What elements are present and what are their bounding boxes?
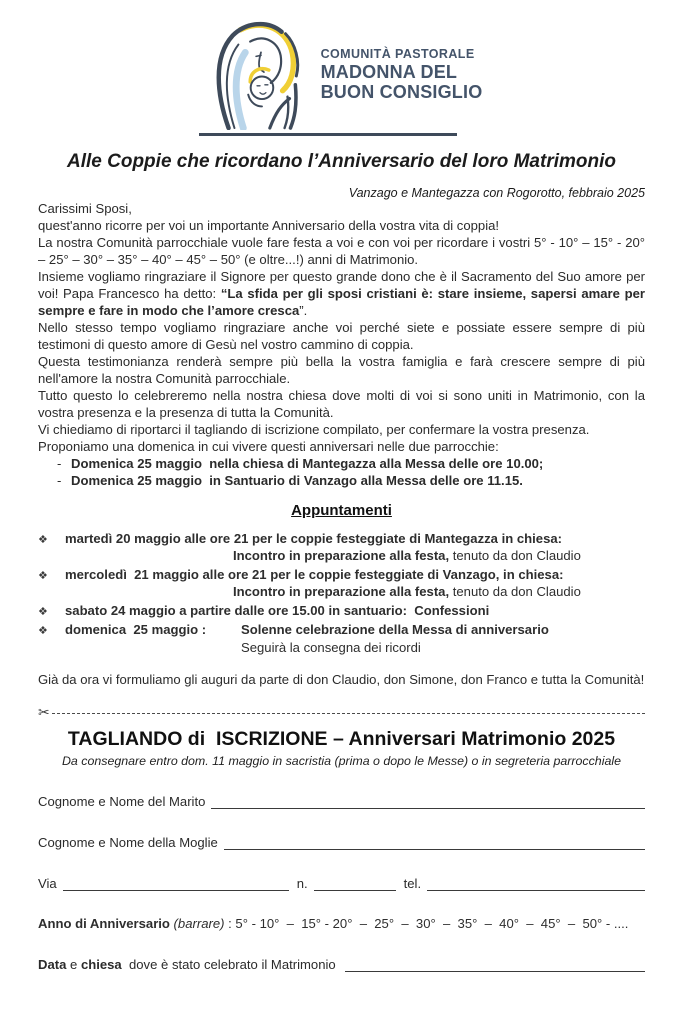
appointments-list [38, 530, 645, 657]
dateline: Vanzago e Mantegazza con Rogorotto, febbraio 2025 [348, 185, 645, 200]
form-row-wife [38, 834, 645, 850]
date-label-rest: dove è stato celebrato il Matrimonio [121, 957, 340, 972]
dash-bullet: - [57, 473, 62, 488]
diamond-bullet-icon: ❖ [38, 624, 48, 637]
salutation: Carissimi Sposi, [38, 200, 132, 216]
appointment-sub: Seguirà la consegna dei ricordi [241, 639, 421, 655]
form-row-address [38, 875, 645, 891]
letter-paragraph: Proponiamo una domenica in cui vivere questi anniversari nelle due parrocchie: [38, 438, 499, 454]
mass-vanzago: Domenica 25 maggio in Santuario di Vanzago alla Messa delle ore 11.15. [71, 473, 523, 488]
appointment-main-row [65, 621, 645, 639]
parish-name [321, 48, 483, 102]
letter-paragraph: Vi chiediamo di riportarci il tagliando di iscrizione compilato, per confermare la vostra presenza. [38, 421, 590, 437]
parish-logo [38, 20, 645, 136]
letter-paragraph: Nello stesso tempo vogliamo ringraziare anche voi perché siete e possiate essere sempre di più testimoni di questo amore di Gesù nel vostro cammino di coppia. [38, 319, 645, 352]
phone-label: tel. [403, 876, 422, 891]
appointment-text [65, 530, 645, 565]
wife-name-label: Cognome e Nome della Moglie [38, 835, 218, 850]
wife-name-blank [224, 834, 645, 850]
appointment-sub-regular: tenuto da don Claudio [449, 584, 581, 599]
date-church-blank [345, 956, 645, 972]
list-item [38, 621, 645, 656]
appointment-sub-bold: Incontro in preparazione alla festa, [233, 584, 450, 599]
letter-paragraph: Questa testimonianza renderà sempre più bella la vostra famiglia e farà crescere sempre di più nell'amore la nostra Comunità parrocchiale. [38, 353, 645, 386]
letter-paragraph [38, 268, 645, 319]
parish-name-line2: MADONNA DEL [320, 62, 458, 83]
husband-name-label: Cognome e Nome del Marito [38, 794, 206, 809]
form-title: TAGLIANDO di ISCRIZIONE – Anniversari Matrimonio 2025 [67, 728, 616, 750]
street-number-label: n. [296, 876, 308, 891]
letter-paragraph: Tutto questo lo celebreremo nella nostra chiesa dove molti di voi si sono uniti in Matrimonio, con la vostra presenza e la presenza di tutta la Comunità. [38, 387, 645, 420]
appointment-sub [233, 547, 645, 565]
letter-paragraph: quest'anno ricorre per voi un importante Anniversario della vostra vita di coppia! [38, 217, 500, 233]
date-label-mid: e [66, 957, 81, 972]
anniversary-label: Anno di Anniversario [38, 916, 170, 931]
appointment-sub-regular: tenuto da don Claudio [449, 548, 581, 563]
paragraph-text: ”. [299, 302, 308, 318]
church-label-bold: chiesa [80, 957, 122, 972]
closing-paragraph: Già da ora vi formuliamo gli auguri da parte di don Claudio, don Simone, don Franco e tutta la Comunità! [38, 672, 645, 687]
form-row-date-church [38, 956, 645, 972]
form-row-husband [38, 793, 645, 809]
mass-list [38, 455, 645, 490]
appointment-main: domenica 25 maggio : [65, 622, 207, 637]
form-subtitle: Da consegnare entro dom. 11 maggio in sacristia (prima o dopo le Messe) o in segreteria parrocchiale [61, 754, 621, 768]
street-label: Via [38, 876, 57, 891]
list-item [38, 472, 645, 490]
list-item [38, 530, 645, 565]
appointment-sub [233, 583, 645, 601]
list-item [38, 566, 645, 601]
date-church-label [38, 957, 345, 972]
list-item [38, 602, 645, 621]
diamond-bullet-icon: ❖ [38, 568, 48, 582]
diamond-bullet-icon: ❖ [38, 604, 48, 618]
logo-divider [199, 133, 457, 136]
phone-blank [427, 875, 645, 891]
appointment-text [65, 566, 645, 601]
pope-quote: “La sfida per gli sposi cristiani è: stare insieme, sapersi amare per sempre e fare in modo che l’amore cresca [38, 285, 645, 318]
anniversary-note: (barrare) [169, 916, 225, 931]
street-number-blank [314, 875, 396, 891]
street-blank [63, 875, 289, 891]
anniversary-options: : 5° - 10° – 15° - 20° – 25° – 30° – 35° – 40° – 45° – 50° - .... [224, 916, 629, 931]
form-row-anniversary [38, 916, 645, 931]
appointment-main: martedì 20 maggio alle ore 21 per le coppie festeggiate di Mantegazza in chiesa: [65, 530, 562, 546]
letter-paragraph: La nostra Comunità parrocchiale vuole fare festa a voi e con voi per ricordare i vostri 5° - 10° – 15° - 20° – 25° – 30° – 35° – 40° – 45° – 50° (e oltre...!) anni di Matrimonio. [38, 234, 645, 267]
appointments-heading: Appuntamenti [291, 501, 392, 519]
list-item [38, 455, 645, 473]
dash-bullet: - [57, 455, 62, 471]
date-label-bold: Data [38, 957, 67, 972]
mass-mantegazza: Domenica 25 maggio nella chiesa di Mantegazza alla Messa delle ore 10.00; [71, 455, 544, 471]
dashed-rule [52, 713, 645, 714]
appointment-text [65, 621, 645, 656]
scissors-icon: ✂ [38, 705, 50, 721]
paragraph-text: Insieme vogliamo ringraziare il Signore per questo grande dono che è il Sacramento del Suo amore per voi! Papa Francesco ha detto: [38, 268, 645, 301]
parish-name-line1: COMUNITÀ PASTORALE [320, 46, 475, 61]
letter-title: Alle Coppie che ricordano l’Anniversario del loro Matrimonio [67, 150, 616, 172]
letter-body [38, 200, 645, 490]
appointment-main: sabato 24 maggio a partire dalle ore 15.00 in santuario: Confessioni [65, 602, 490, 618]
appointment-sub-bold: Incontro in preparazione alla festa, [233, 548, 450, 563]
diamond-bullet-icon: ❖ [38, 532, 48, 546]
madonna-child-logo-icon [201, 20, 319, 130]
cut-here-line [38, 705, 645, 721]
appointment-main: mercoledì 21 maggio alle ore 21 per le coppie festeggiate di Vanzago, in chiesa: [65, 566, 564, 582]
husband-name-blank [211, 793, 645, 809]
appointment-text [65, 602, 645, 621]
parish-name-line3: BUON CONSIGLIO [320, 81, 483, 102]
appointment-tabbed-bold: Solenne celebrazione della Messa di anniversario [241, 622, 549, 637]
